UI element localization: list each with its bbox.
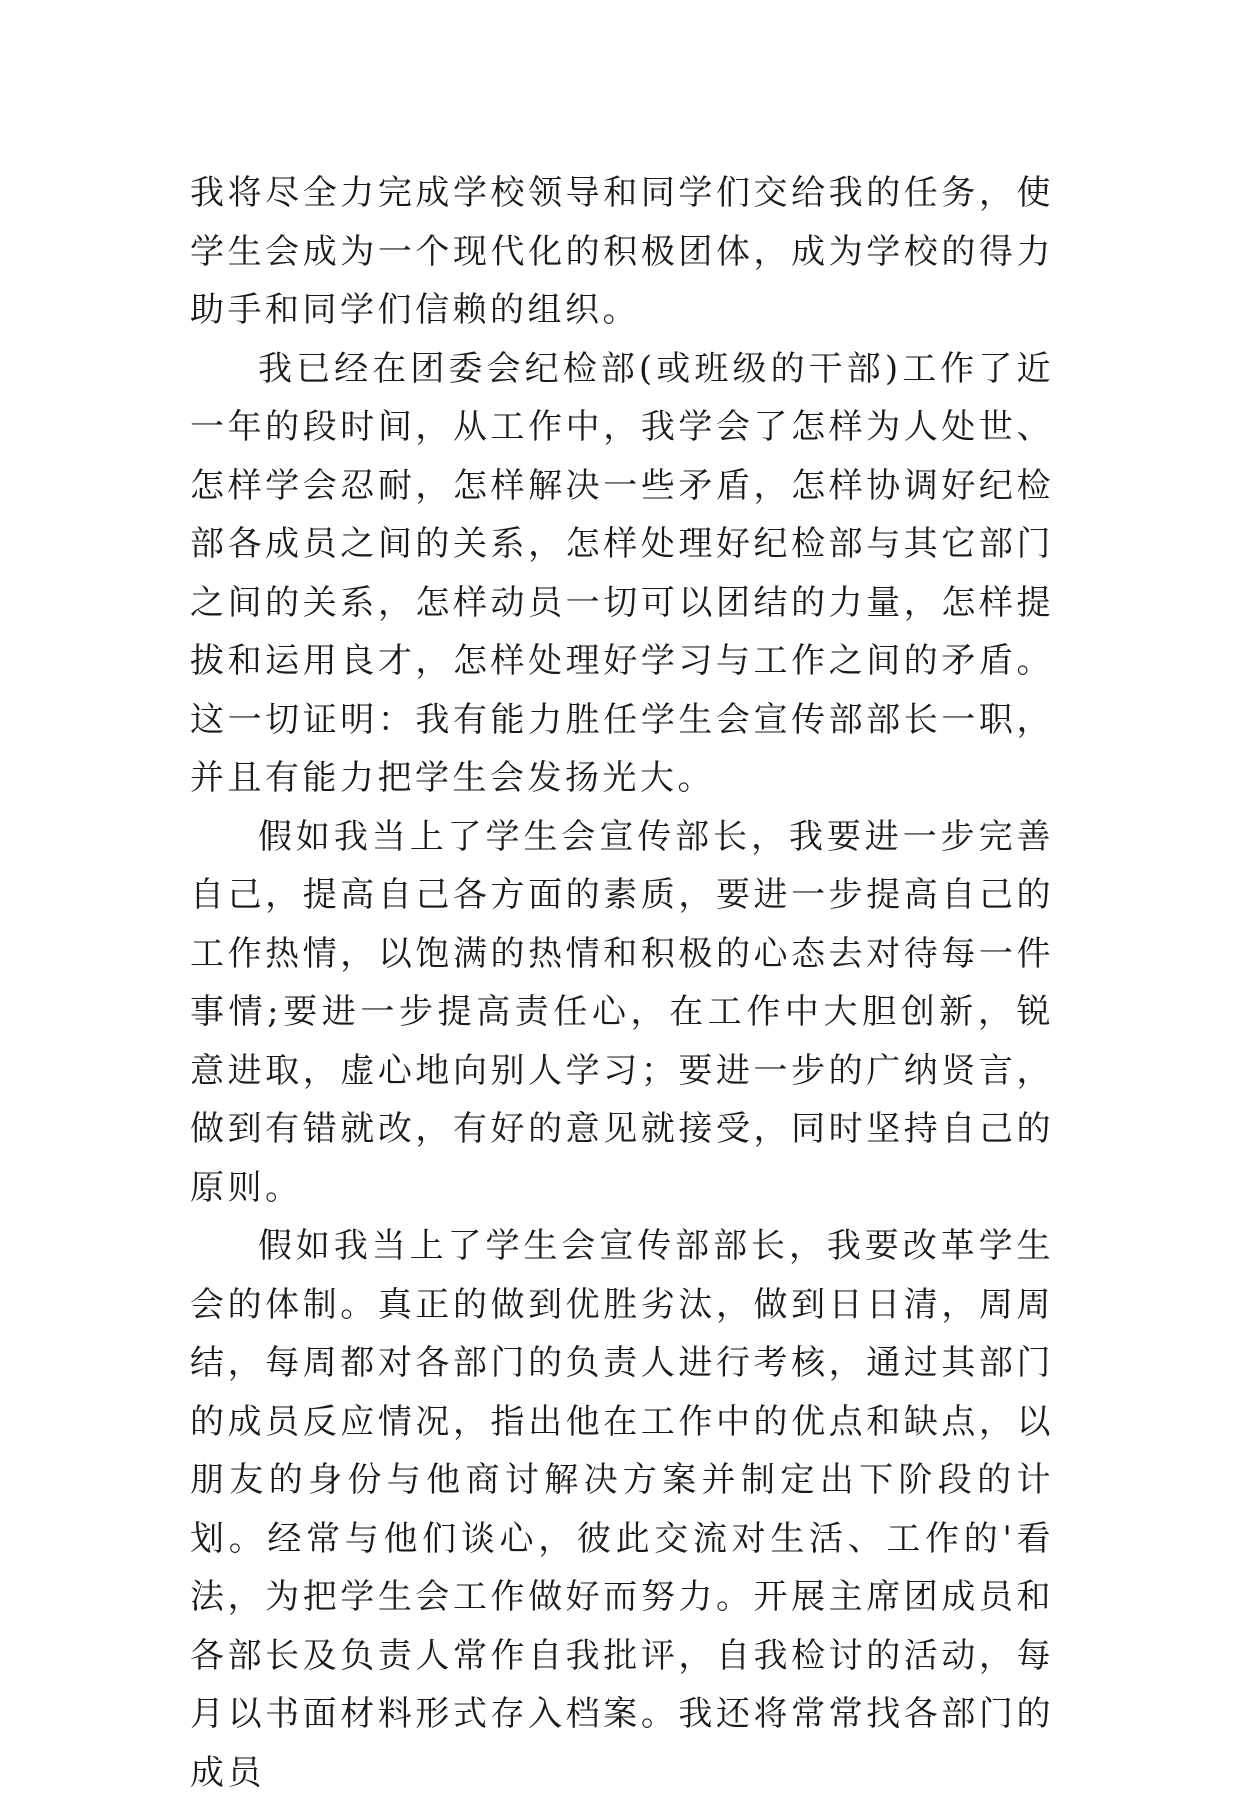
paragraph-self-improvement: 假如我当上了学生会宣传部长，我要进一步完善自己，提高自己各方面的素质，要进一步提高自己的工作热情，以饱满的热情和积极的心态去对待每一件事情;要进一步提高责任心，在工作中大胆创新，锐意进取，虚心地向别人学习；要进一步的广纳贤言，做到有错就改，有好的意见就接受，同时坚持自己的原则。	[190, 816, 1054, 1208]
paragraph-continued: 我将尽全力完成学校领导和同学们交给我的任务，使学生会成为一个现代化的积极团体，成为学校的得力助手和同学们信赖的组织。	[190, 173, 1054, 330]
document-body	[190, 164, 1054, 1802]
paragraph-reform: 假如我当上了学生会宣传部部长，我要改革学生会的体制。真正的做到优胜劣汰，做到日日清，周周结，每周都对各部门的负责人进行考核，通过其部门的成员反应情况，指出他在工作中的优点和缺点，以朋友的身份与他商讨解决方案并制定出下阶段的计划。经常与他们谈心，彼此交流对生活、工作的'看法，为把学生会工作做好而努力。开展主席团成员和各部长及负责人常作自我批评，自我检讨的活动，每月以书面材料形式存入档案。我还将常常找各部门的成员	[190, 1226, 1054, 1793]
paragraph-experience: 我已经在团委会纪检部(或班级的干部)工作了近一年的段时间，从工作中，我学会了怎样为人处世、怎样学会忍耐，怎样解决一些矛盾，怎样协调好纪检部各成员之间的关系，怎样处理好纪检部与其它部门之间的关系，怎样动员一切可以团结的力量，怎样提拔和运用良才，怎样处理好学习与工作之间的矛盾。这一切证明：我有能力胜任学生会宣传部部长一职，并且有能力把学生会发扬光大。	[190, 348, 1054, 798]
